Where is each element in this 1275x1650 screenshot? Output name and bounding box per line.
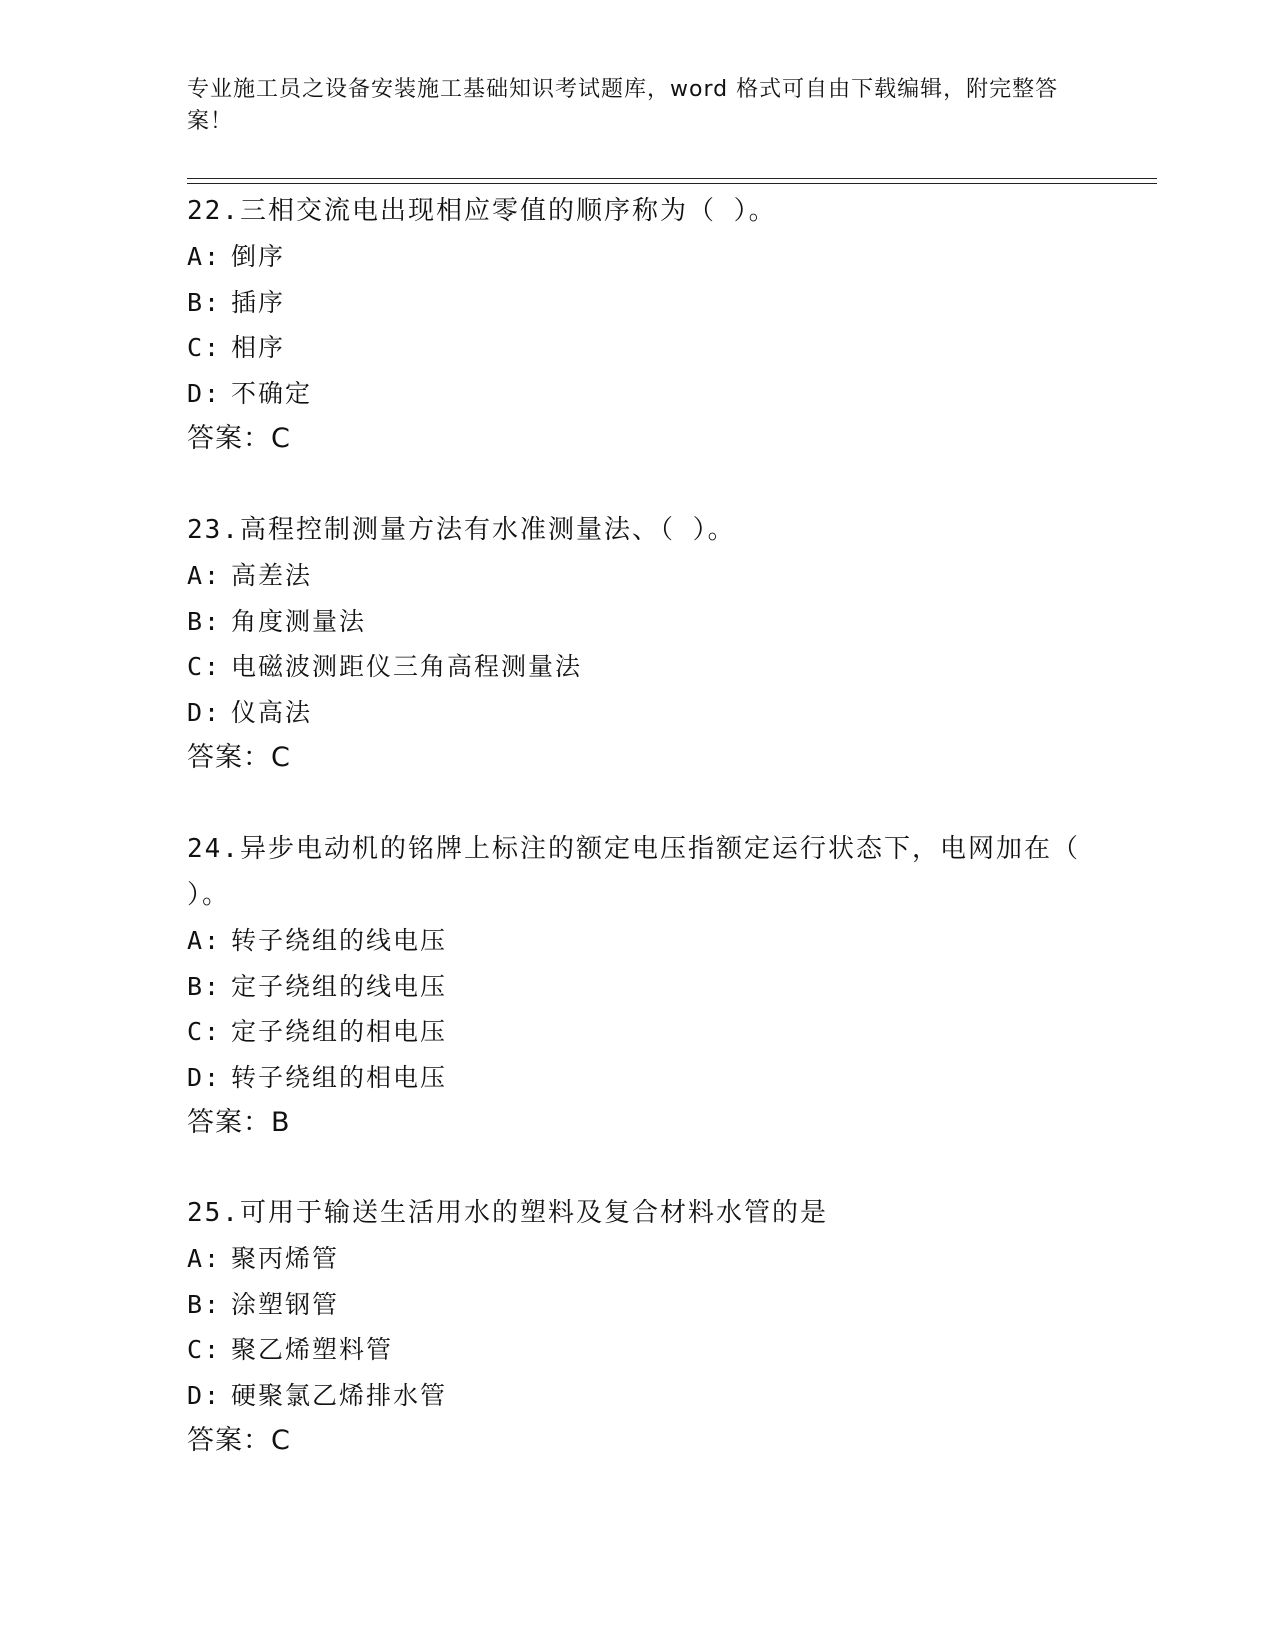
option-letter: C: [187,1017,222,1046]
option-text: 聚丙烯管 [231,1244,340,1273]
question-stem: 22.三相交流电出现相应零值的顺序称为（ ）。 [187,196,777,226]
option-c [187,644,1087,690]
option-letter: D: [187,1062,222,1092]
option-text: 电磁波测距仪三角高程测量法 [231,652,583,681]
option-letter: B: [187,971,222,1001]
option-letter: D: [187,1380,222,1410]
option-text: 插序 [231,287,286,317]
question-22 [187,188,1087,462]
option-a [187,918,1087,964]
option-letter: D: [187,378,222,408]
option-d [187,1055,1087,1101]
question-25 [187,1190,1087,1464]
answer-line: 答案：C [187,423,291,454]
question-stem: 24.异步电动机的铭牌上标注的额定电压指额定运行状态下，电网加在（ ）。 [187,834,1080,910]
option-letter: B: [187,606,222,636]
option-b [187,599,1087,645]
option-text: 角度测量法 [231,606,367,636]
option-letter: C: [187,1335,222,1364]
question-23 [187,507,1087,781]
option-d [187,690,1087,736]
answer-line: 答案：C [187,1425,291,1456]
option-a [187,1236,1087,1282]
option-text: 相序 [231,333,286,362]
option-letter: A: [187,926,222,955]
header-divider-bottom [187,183,1157,184]
header-divider-top [187,178,1157,179]
option-b [187,1282,1087,1328]
option-d [187,1373,1087,1419]
option-b [187,964,1087,1010]
option-text: 硬聚氯乙烯排水管 [231,1380,448,1410]
option-letter: B: [187,1289,222,1319]
option-text: 定子绕组的线电压 [231,971,448,1001]
answer-line: 答案：C [187,742,291,773]
option-c [187,1327,1087,1373]
option-letter: D: [187,697,222,727]
option-letter: C: [187,652,222,681]
answer-line: 答案：B [187,1107,291,1138]
option-c [187,1009,1087,1055]
option-text: 聚乙烯塑料管 [231,1335,394,1364]
option-letter: A: [187,1244,222,1273]
question-stem: 25.可用于输送生活用水的塑料及复合材料水管的是 [187,1198,828,1228]
option-letter: A: [187,561,222,590]
option-b [187,280,1087,326]
option-text: 不确定 [231,378,313,408]
option-text: 转子绕组的线电压 [231,926,448,955]
document-header: 专业施工员之设备安装施工基础知识考试题库，word 格式可自由下载编辑，附完整答案！ [187,77,1059,134]
option-c [187,325,1087,371]
option-text: 仪高法 [231,697,313,727]
option-text: 倒序 [231,242,286,271]
option-text: 涂塑钢管 [231,1289,340,1319]
option-letter: A: [187,242,222,271]
option-text: 高差法 [231,561,313,590]
option-letter: C: [187,333,222,362]
option-a [187,553,1087,599]
option-letter: B: [187,287,222,317]
option-text: 定子绕组的相电压 [231,1017,448,1046]
option-d [187,371,1087,417]
option-a [187,234,1087,280]
question-stem: 23.高程控制测量方法有水准测量法、（ ）。 [187,515,736,545]
question-24 [187,826,1087,1146]
option-text: 转子绕组的相电压 [231,1062,448,1092]
